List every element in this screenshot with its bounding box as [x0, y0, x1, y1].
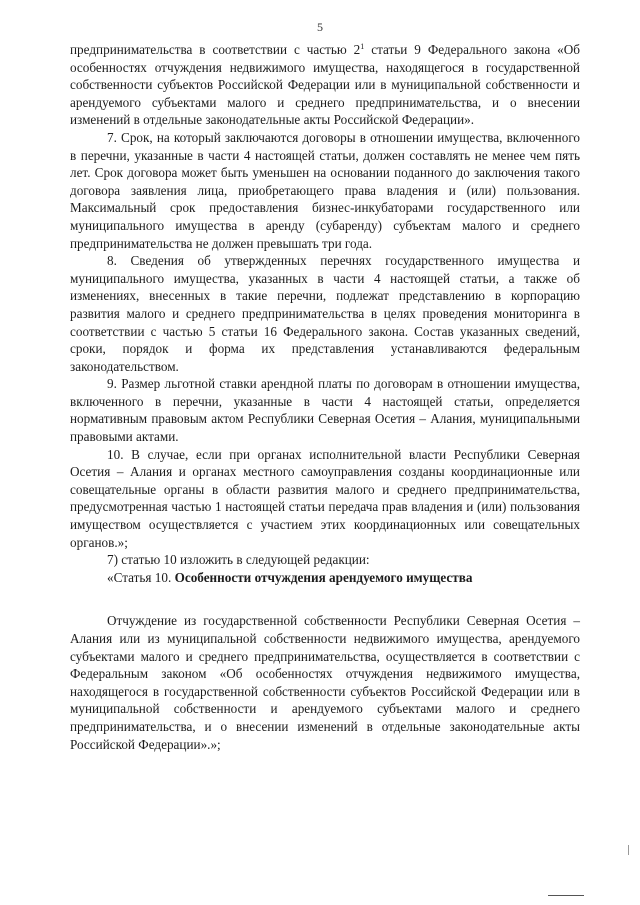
- article-heading: [70, 569, 580, 587]
- document-body: [70, 41, 580, 753]
- paragraph-10: 10. В случае, если при органах исполнительной власти Республики Северная Осетия – Алания и органах местного самоуправления созданы координационные или совещательные органы в области развития малого и среднего предпринимательства, предусмотренная частью 1 настоящей статьи передача прав владения и (или) пользования имуществом осуществляется с участием этих координационных или совещательных органов.»;: [70, 446, 580, 550]
- intro-text-end: статьи 9 Федерального закона «Об особенностях отчуждения недвижимого имущества, находящегося в государственной собственности субъектов Российской Федерации или в муниципальной собственности и арендуемого субъектами малого и среднего предпринимательства, и о внесении изменений в отдельные законодательные акты Российской Федерации».: [70, 42, 580, 128]
- paragraph-intro: [70, 41, 580, 129]
- paragraph-9: 9. Размер льготной ставки арендной платы по договорам в отношении имущества, включенного в перечни, указанные в части 4 настоящей статьи, определяется нормативным правовым актом Республики Северная Осетия – Алания, муниципальными правовыми актами.: [70, 376, 580, 445]
- footer-rule: [548, 895, 584, 896]
- superscript-index: 1: [360, 42, 365, 51]
- paragraph-8: 8. Сведения об утвержденных перечнях государственного имущества и муниципального имущества, указанных в части 4 настоящей статьи, а также об изменениях, внесенных в такие перечни, подлежат представлению в корпорацию развития малого и среднего предпринимательства в целях проведения мониторинга в соответствии с частью 5 статьи 16 Федерального закона. Состав указанных сведений, сроки, порядок и форма их представления устанавливаются федеральным законодательством.: [70, 253, 580, 374]
- paragraph-7: 7. Срок, на который заключаются договоры в отношении имущества, включенного в перечни, указанные в части 4 настоящей статьи, должен составлять не менее чем пять лет. Срок договора может быть уменьшен на основании поданного до заключения такого договора заявления лица, приобретающего права владения и (или) пользования. Максимальный срок предоставления бизнес-инкубаторами государственного или муниципального имущества в аренду (субаренду) субъектам малого и среднего предпринимательства не должен превышать три года.: [70, 129, 580, 251]
- article-text: Отчуждение из государственной собственности Республики Северная Осетия – Алания или из муниципальной собственности недвижимого имущества, арендуемого субъектами малого и среднего предпринимательства, осуществляется в соответствии с Федеральным законом «Об особенностях отчуждения недвижимого имущества, находящегося в государственной собственности субъектов Российской Федерации или в муниципальной собственности и арендуемого субъектами малого и среднего предпринимательства, и о внесении изменений в отдельные законодательные акты Российской Федерации».»;: [70, 613, 580, 752]
- intro-text-start: предпринимательства в соответствии с частью 2: [70, 42, 361, 57]
- amendment-item-7: 7) статью 10 изложить в следующей редакции:: [107, 552, 370, 568]
- article-title: Особенности отчуждения арендуемого имущества: [174, 569, 473, 585]
- scan-edge-mark: [628, 845, 635, 855]
- article-number: «Статья 10.: [107, 569, 175, 585]
- page-number: 5: [317, 20, 323, 34]
